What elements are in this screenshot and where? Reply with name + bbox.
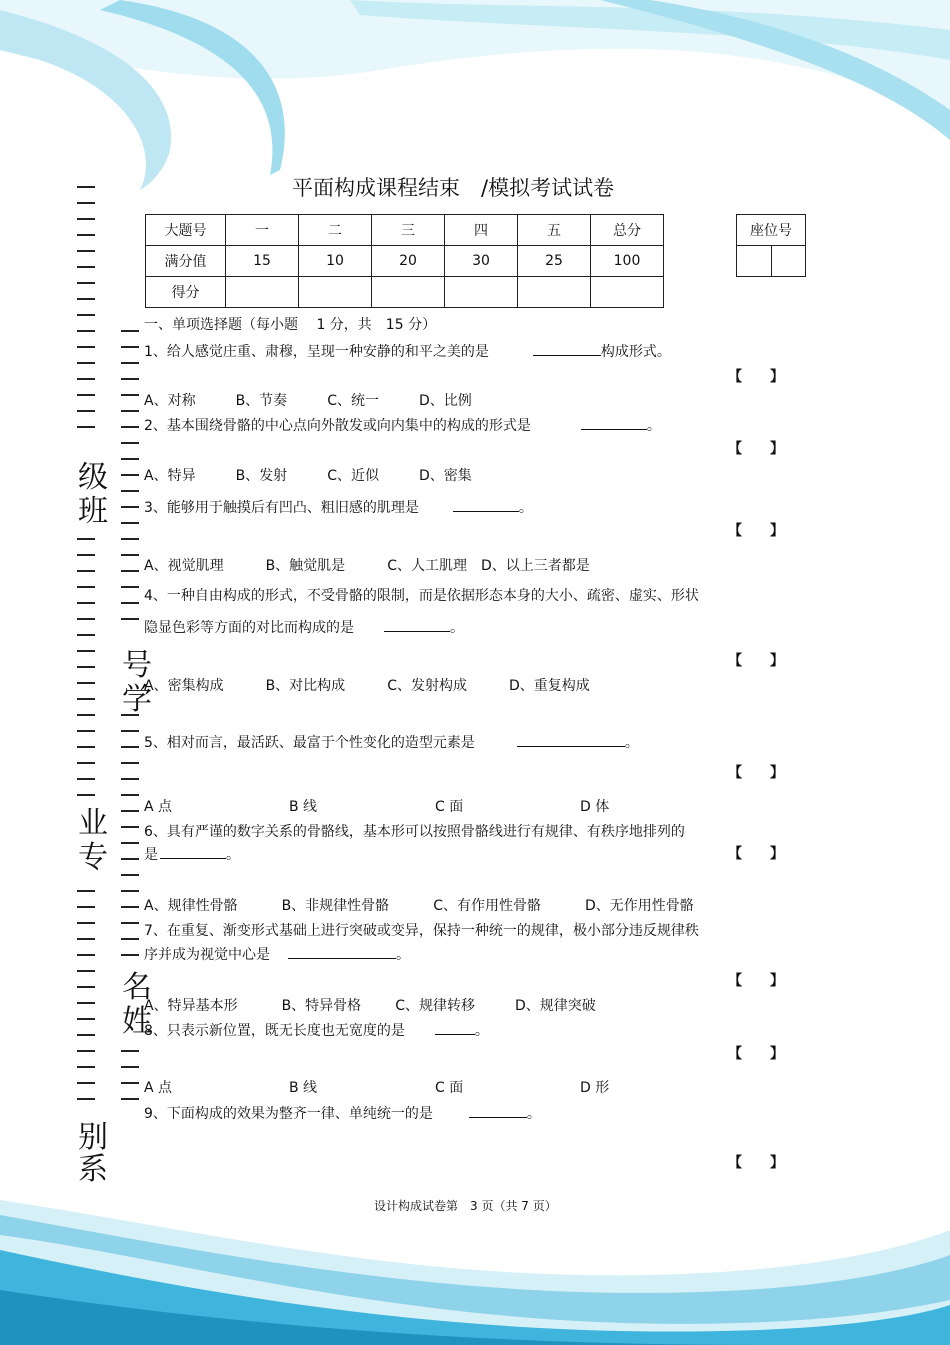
side-label-class-1: 级 (78, 460, 108, 495)
binding-dash (77, 378, 95, 380)
binding-dash (77, 362, 95, 364)
binding-dash (77, 762, 95, 764)
binding-dash (77, 986, 95, 988)
binding-dash (77, 1098, 95, 1100)
option[interactable]: C、发射构成 (387, 678, 467, 694)
side-label-dept-1: 别 (78, 1120, 108, 1155)
table-row (146, 215, 664, 246)
binding-dash (77, 1002, 95, 1004)
option[interactable]: A、规律性骨骼 (144, 898, 238, 914)
score-input-cell[interactable] (518, 277, 591, 308)
option[interactable]: A 点 (144, 799, 173, 815)
options-8 (144, 1077, 609, 1097)
binding-dash (121, 1066, 139, 1068)
binding-dash (77, 1050, 95, 1052)
binding-dash (77, 554, 95, 556)
answer-blank[interactable] (288, 944, 396, 959)
binding-dash (121, 1082, 139, 1084)
binding-dash (121, 506, 139, 508)
answer-bracket[interactable]: 【 】 (728, 973, 784, 989)
question-tail: 。 (474, 1023, 489, 1039)
answer-bracket[interactable]: 【 】 (728, 441, 784, 457)
binding-dash (121, 746, 139, 748)
binding-dash (77, 970, 95, 972)
option[interactable]: B、特异骨格 (281, 998, 362, 1014)
seat-input-cell[interactable] (771, 246, 806, 277)
binding-dash (77, 538, 95, 540)
binding-dash (121, 362, 139, 364)
binding-dash (121, 1098, 139, 1100)
binding-dash (77, 266, 95, 268)
binding-dash (77, 682, 95, 684)
table-cell: 10 (299, 246, 372, 277)
binding-dash (77, 394, 95, 396)
option[interactable]: A、特异 (144, 468, 196, 484)
binding-dash (77, 1066, 95, 1068)
binding-dash (121, 586, 139, 588)
options-3 (144, 555, 590, 575)
score-input-cell[interactable] (372, 277, 445, 308)
table-cell: 三 (372, 215, 445, 246)
option[interactable]: D、比例 (418, 393, 472, 409)
binding-dash (121, 538, 139, 540)
side-label-dept-2: 系 (78, 1152, 108, 1187)
question-text: 1、给人感觉庄重、肃穆，呈现一种安静的和平之美的是 (144, 344, 489, 360)
binding-dash (121, 570, 139, 572)
answer-blank[interactable] (533, 341, 601, 356)
option[interactable]: B、对比构成 (265, 678, 346, 694)
section-header: 一、单项选择题（每小题 1 分，共 15 分） (144, 317, 437, 333)
binding-dash (121, 890, 139, 892)
score-input-cell[interactable] (299, 277, 372, 308)
question-tail: 。 (518, 500, 533, 516)
options-4 (144, 675, 590, 695)
binding-dash (77, 698, 95, 700)
answer-bracket[interactable]: 【 】 (728, 1046, 784, 1062)
option[interactable]: B、非规律性骨骼 (281, 898, 390, 914)
option[interactable]: D、以上三者都是 (480, 558, 590, 574)
binding-dash (77, 186, 95, 188)
binding-dash (121, 778, 139, 780)
binding-dash (77, 218, 95, 220)
option[interactable]: D 体 (580, 799, 610, 815)
table-cell: 25 (518, 246, 591, 277)
binding-dash (77, 346, 95, 348)
side-label-id-2: 学 (122, 682, 152, 717)
question-text: 2、基本围绕骨骼的中心点向外散发或向内集中的构成的形式是 (144, 418, 531, 434)
binding-dash (77, 586, 95, 588)
side-label-class-2: 班 (78, 494, 108, 529)
question-text: 9、下面构成的效果为整齐一律、单纯统一的是 (144, 1106, 433, 1122)
question-tail: 。 (526, 1106, 541, 1122)
binding-dash (77, 570, 95, 572)
seat-number-table (736, 214, 806, 277)
option[interactable]: C 面 (435, 1080, 464, 1096)
binding-dash (121, 602, 139, 604)
binding-dash (77, 618, 95, 620)
option[interactable]: C、有作用性骨骼 (433, 898, 541, 914)
binding-dash (77, 602, 95, 604)
question-text: 3、能够用于触摸后有凹凸、粗旧感的肌理是 (144, 500, 419, 516)
binding-dash (77, 298, 95, 300)
binding-dash (121, 762, 139, 764)
side-label-major-1: 业 (78, 806, 108, 841)
question-7-line-1: 7、在重复、渐变形式基础上进行突破或变异，保持一种统一的规律，极小部分违反规律秩 (144, 923, 699, 939)
options-7 (144, 995, 596, 1015)
table-cell: 100 (591, 246, 664, 277)
binding-dash (121, 490, 139, 492)
table-cell: 四 (445, 215, 518, 246)
binding-dash (121, 554, 139, 556)
binding-dash (121, 522, 139, 524)
binding-dash (77, 922, 95, 924)
question-3 (144, 497, 533, 517)
binding-dash (77, 794, 95, 796)
option[interactable]: B、发射 (235, 468, 288, 484)
score-input-cell[interactable] (591, 277, 664, 308)
options-5 (144, 796, 609, 816)
option[interactable]: A、密集构成 (144, 678, 224, 694)
question-tail: 。 (396, 947, 410, 963)
answer-blank[interactable] (581, 415, 647, 430)
binding-dash (121, 330, 139, 332)
option[interactable]: D、规律突破 (514, 998, 596, 1014)
binding-dash (121, 874, 139, 876)
answer-blank[interactable] (469, 1103, 527, 1118)
binding-dash (121, 938, 139, 940)
binding-dash (121, 474, 139, 476)
binding-dash (121, 378, 139, 380)
score-input-cell[interactable] (445, 277, 518, 308)
binding-dash (121, 858, 139, 860)
question-tail: 。 (624, 735, 639, 751)
option[interactable]: D、密集 (418, 468, 472, 484)
option[interactable]: C、统一 (327, 393, 379, 409)
answer-bracket[interactable]: 【 】 (728, 765, 784, 781)
binding-dash (121, 810, 139, 812)
option[interactable]: B、节奏 (235, 393, 288, 409)
binding-dash (77, 906, 95, 908)
binding-dash (121, 410, 139, 412)
option[interactable]: B 线 (289, 799, 318, 815)
answer-blank[interactable] (384, 617, 450, 632)
answer-blank[interactable] (435, 1020, 475, 1035)
binding-dash (77, 746, 95, 748)
binding-dash (121, 954, 139, 956)
binding-dash (77, 714, 95, 716)
table-cell: 大题号 (146, 215, 226, 246)
question-7 (144, 944, 410, 964)
binding-dash (77, 1018, 95, 1020)
options-1 (144, 390, 472, 410)
option[interactable]: A、特异基本形 (144, 998, 238, 1014)
binding-dash (77, 650, 95, 652)
seat-label: 座位号 (737, 215, 806, 246)
binding-dash (121, 826, 139, 828)
question-2 (144, 415, 661, 435)
exam-title: 平面构成课程结束 /模拟考试试卷 (292, 176, 615, 200)
option[interactable]: D、无作用性骨骼 (584, 898, 694, 914)
page-footer: 设计构成试卷第 3 页（共 7 页） (374, 1199, 557, 1213)
options-2 (144, 465, 472, 485)
binding-dash (77, 954, 95, 956)
question-9 (144, 1103, 541, 1123)
question-text: 8、只表示新位置，既无长度也无宽度的是 (144, 1023, 405, 1039)
option[interactable]: D 形 (580, 1080, 610, 1096)
binding-dash (77, 890, 95, 892)
binding-dash (77, 330, 95, 332)
binding-dash (77, 666, 95, 668)
question-1 (144, 341, 671, 361)
question-tail: 构成形式。 (600, 344, 671, 360)
answer-blank[interactable] (160, 844, 226, 859)
binding-dash (77, 282, 95, 284)
question-5 (144, 732, 639, 752)
score-table (145, 214, 664, 308)
table-cell: 20 (372, 246, 445, 277)
option[interactable]: D、重复构成 (508, 678, 590, 694)
binding-dash (77, 314, 95, 316)
binding-dash (121, 1050, 139, 1052)
binding-dash (121, 842, 139, 844)
binding-dash (77, 778, 95, 780)
question-6-line-1: 6、具有严谨的数字关系的骨骼线，基本形可以按照骨骼线进行有规律、有秩序地排列的 (144, 824, 685, 840)
question-text: 5、相对而言，最活跃、最富于个性变化的造型元素是 (144, 735, 475, 751)
answer-bracket[interactable]: 【 】 (728, 523, 784, 539)
option[interactable]: A 点 (144, 1080, 173, 1096)
binding-dash (77, 234, 95, 236)
option[interactable]: C、规律转移 (395, 998, 475, 1014)
question-tail: 。 (226, 847, 240, 863)
option[interactable]: C 面 (435, 799, 464, 815)
table-cell: 二 (299, 215, 372, 246)
question-text: 是 (144, 847, 158, 863)
question-4 (144, 617, 464, 637)
binding-dash (77, 202, 95, 204)
options-6 (144, 895, 694, 915)
table-row (146, 246, 664, 277)
question-8 (144, 1020, 489, 1040)
answer-blank[interactable] (453, 497, 519, 512)
question-tail: 。 (450, 620, 464, 636)
question-4-line-1: 4、一种自由构成的形式，不受骨骼的限制，而是依据形态本身的大小、疏密、虚实、形状 (144, 588, 699, 604)
score-input-cell[interactable] (226, 277, 299, 308)
table-cell: 五 (518, 215, 591, 246)
seat-input-cell[interactable] (737, 246, 772, 277)
binding-dash (77, 938, 95, 940)
binding-dash (77, 426, 95, 428)
binding-dash (121, 346, 139, 348)
binding-dash (121, 426, 139, 428)
table-cell: 一 (226, 215, 299, 246)
binding-dash (121, 618, 139, 620)
side-label-id-1: 号 (122, 648, 152, 683)
binding-dash (77, 1082, 95, 1084)
table-cell: 满分值 (146, 246, 226, 277)
option[interactable]: A、视觉肌理 (144, 558, 224, 574)
binding-dash (121, 922, 139, 924)
side-label-name-2: 姓 (122, 1004, 152, 1039)
table-cell: 总分 (591, 215, 664, 246)
binding-dash (77, 634, 95, 636)
binding-dash (121, 794, 139, 796)
option[interactable]: C、人工肌理 (387, 558, 467, 574)
table-cell: 30 (445, 246, 518, 277)
side-label-name-1: 名 (122, 970, 152, 1005)
question-6 (144, 844, 240, 864)
table-cell: 得分 (146, 277, 226, 308)
binding-dash (77, 250, 95, 252)
question-text: 隐显色彩等方面的对比而构成的是 (144, 620, 354, 636)
question-text: 序并成为视觉中心是 (144, 947, 270, 963)
answer-bracket[interactable]: 【 】 (728, 846, 784, 862)
option[interactable]: B 线 (289, 1080, 318, 1096)
answer-bracket[interactable]: 【 】 (728, 369, 784, 385)
binding-dash (121, 730, 139, 732)
answer-bracket[interactable]: 【 】 (728, 653, 784, 669)
question-tail: 。 (646, 418, 661, 434)
option[interactable]: C、近似 (327, 468, 379, 484)
option[interactable]: B、触觉肌是 (265, 558, 346, 574)
binding-dash (77, 730, 95, 732)
table-row (146, 277, 664, 308)
binding-dash (77, 410, 95, 412)
table-cell: 15 (226, 246, 299, 277)
binding-dash (121, 442, 139, 444)
binding-dash (121, 458, 139, 460)
binding-dash (121, 906, 139, 908)
option[interactable]: A、对称 (144, 393, 196, 409)
binding-dash (77, 1034, 95, 1036)
binding-dash (121, 394, 139, 396)
answer-blank[interactable] (517, 732, 625, 747)
answer-bracket[interactable]: 【 】 (728, 1155, 784, 1171)
side-label-major-2: 专 (78, 840, 108, 875)
